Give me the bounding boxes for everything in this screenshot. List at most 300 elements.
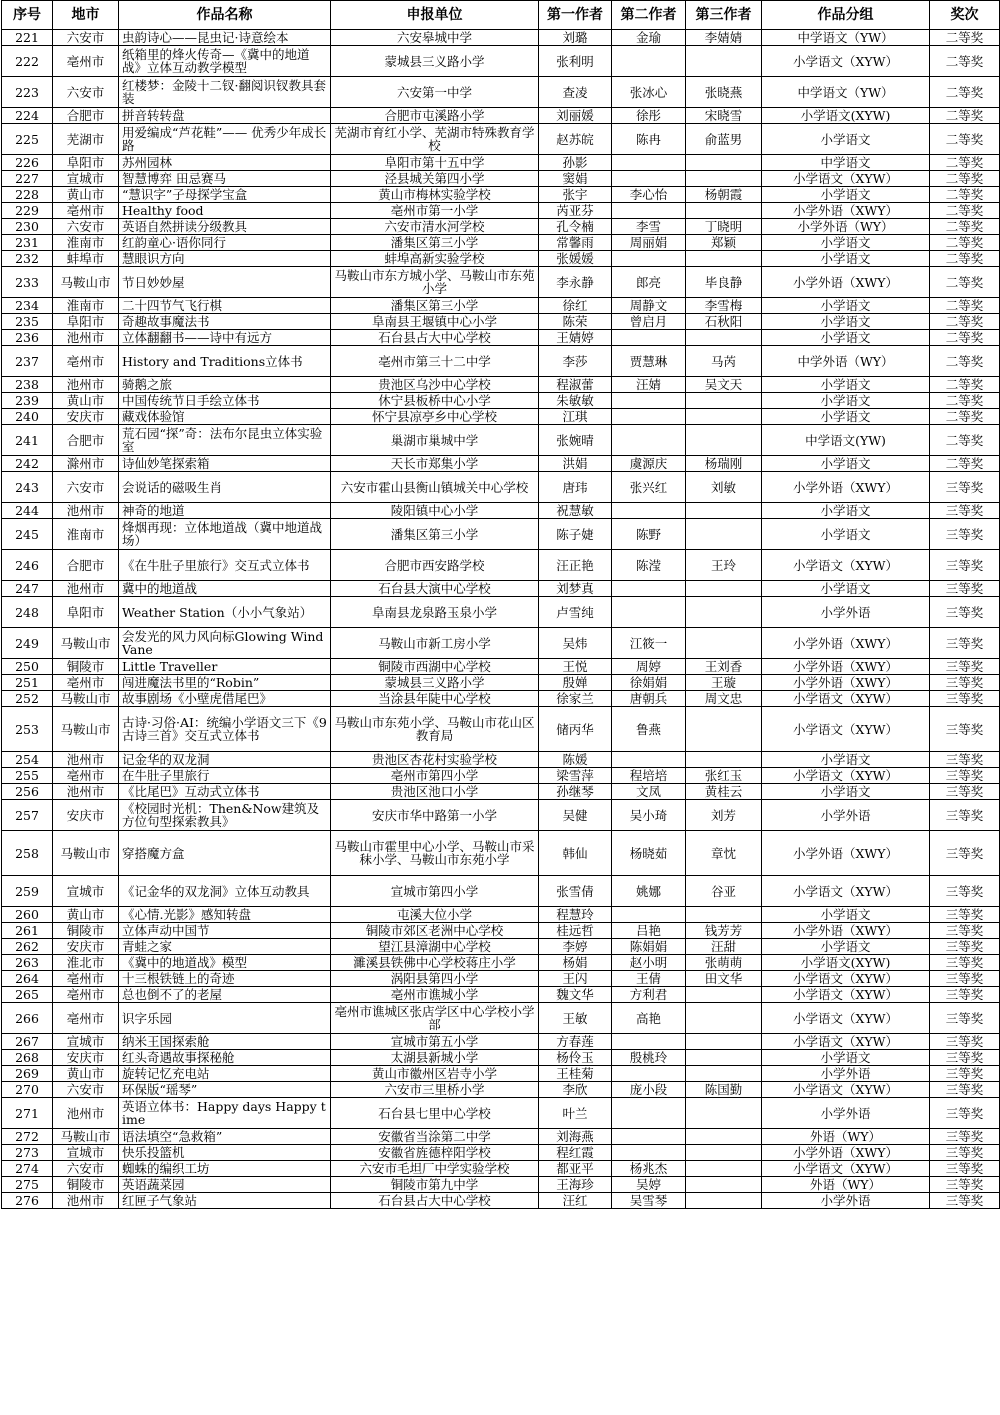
cell-unit: 马鞍山市新工房小学: [331, 628, 539, 659]
cell-work: Healthy food: [119, 203, 331, 219]
cell-author2: 吴雪琴: [612, 1193, 686, 1209]
cell-award: 三等奖: [930, 784, 1000, 800]
cell-group: 中学语文（YW）: [762, 30, 930, 46]
table-row: [2, 550, 1000, 581]
cell-award: 二等奖: [930, 425, 1000, 456]
cell-author1: 程淑蕾: [539, 377, 612, 393]
cell-author3: 陈国勤: [686, 1082, 762, 1098]
cell-unit: 马鞍山市霍里中心小学、马鞍山市采秣小学、马鞍山市东苑小学: [331, 831, 539, 876]
cell-author3: [686, 425, 762, 456]
cell-author1: 李永静: [539, 267, 612, 298]
cell-author1: 孙继琴: [539, 784, 612, 800]
cell-author2: 陈娟娟: [612, 939, 686, 955]
cell-group: 小学外语（XWY）: [762, 1145, 930, 1161]
cell-unit: 铜陵市西湖中心学校: [331, 659, 539, 675]
cell-author1: 吴炜: [539, 628, 612, 659]
cell-unit: 太湖县新城小学: [331, 1050, 539, 1066]
cell-no: 274: [2, 1161, 53, 1177]
table-row: [2, 219, 1000, 235]
cell-work: 蜘蛛的编织工坊: [119, 1161, 331, 1177]
cell-author1: 程慧玲: [539, 907, 612, 923]
cell-author2: [612, 171, 686, 187]
cell-unit: 石台县七里中心学校: [331, 1098, 539, 1129]
cell-award: 三等奖: [930, 581, 1000, 597]
cell-author1: 殷婵: [539, 675, 612, 691]
cell-no: 254: [2, 752, 53, 768]
cell-author2: [612, 1129, 686, 1145]
cell-city: 池州市: [53, 503, 119, 519]
cell-unit: 阜南县王堰镇中心小学: [331, 314, 539, 330]
table-row: [2, 1003, 1000, 1034]
table-row: [2, 876, 1000, 907]
cell-unit: 贵池区杏花村实验学校: [331, 752, 539, 768]
cell-work: 拼音转转盘: [119, 108, 331, 124]
cell-unit: 芜湖市育红小学、芜湖市特殊教育学校: [331, 124, 539, 155]
cell-author3: 刘敏: [686, 472, 762, 503]
cell-award: 二等奖: [930, 171, 1000, 187]
cell-author3: 黄桂云: [686, 784, 762, 800]
cell-author3: [686, 1034, 762, 1050]
table-row: [2, 425, 1000, 456]
cell-group: 小学外语: [762, 597, 930, 628]
cell-city: 淮南市: [53, 298, 119, 314]
cell-author1: 王海珍: [539, 1177, 612, 1193]
cell-author2: 吴小琦: [612, 800, 686, 831]
cell-author3: [686, 1161, 762, 1177]
cell-author2: [612, 907, 686, 923]
cell-group: 小学语文: [762, 939, 930, 955]
cell-group: 小学外语（XWY）: [762, 203, 930, 219]
table-row: [2, 472, 1000, 503]
cell-city: 合肥市: [53, 108, 119, 124]
cell-no: 272: [2, 1129, 53, 1145]
cell-author1: 桂远哲: [539, 923, 612, 939]
cell-city: 宣城市: [53, 171, 119, 187]
col-header-group: 作品分组: [762, 1, 930, 30]
cell-author3: [686, 330, 762, 346]
cell-work: 英语立体书：Happy days Happy time: [119, 1098, 331, 1129]
cell-author1: 张雪倩: [539, 876, 612, 907]
cell-award: 三等奖: [930, 971, 1000, 987]
cell-no: 257: [2, 800, 53, 831]
cell-unit: 六安市三里桥小学: [331, 1082, 539, 1098]
cell-work: 骑鹅之旅: [119, 377, 331, 393]
cell-author2: 王倩: [612, 971, 686, 987]
cell-author2: [612, 1098, 686, 1129]
cell-unit: 亳州市谯城小学: [331, 987, 539, 1003]
cell-author2: [612, 409, 686, 425]
cell-unit: 屯溪大位小学: [331, 907, 539, 923]
table-row: [2, 30, 1000, 46]
col-header-no: 序号: [2, 1, 53, 30]
cell-unit: 亳州市第三十二中学: [331, 346, 539, 377]
cell-city: 淮南市: [53, 519, 119, 550]
cell-group: 小学外语: [762, 1066, 930, 1082]
cell-work: 红韵童心·语你同行: [119, 235, 331, 251]
cell-work: 二十四节气飞行棋: [119, 298, 331, 314]
cell-city: 池州市: [53, 377, 119, 393]
cell-no: 241: [2, 425, 53, 456]
cell-unit: 泾县城关第四小学: [331, 171, 539, 187]
cell-author1: 李欣: [539, 1082, 612, 1098]
cell-no: 246: [2, 550, 53, 581]
table-row: [2, 1193, 1000, 1209]
cell-award: 二等奖: [930, 314, 1000, 330]
cell-work: 中国传统节日手绘立体书: [119, 393, 331, 409]
cell-author1: 叶兰: [539, 1098, 612, 1129]
cell-award: 二等奖: [930, 456, 1000, 472]
cell-group: 小学语文(XYW): [762, 955, 930, 971]
cell-unit: 铜陵市郊区老洲中心学校: [331, 923, 539, 939]
cell-author1: 徐家兰: [539, 691, 612, 707]
cell-author3: [686, 203, 762, 219]
cell-no: 271: [2, 1098, 53, 1129]
cell-city: 宣城市: [53, 876, 119, 907]
cell-work: 纸箱里的烽火传奇—《冀中的地道战》立体互动教学模型: [119, 46, 331, 77]
cell-group: 小学语文: [762, 330, 930, 346]
cell-award: 二等奖: [930, 219, 1000, 235]
cell-group: 小学语文: [762, 251, 930, 267]
cell-group: 小学语文（XYW）: [762, 550, 930, 581]
cell-group: 小学语文（XYW）: [762, 691, 930, 707]
cell-no: 236: [2, 330, 53, 346]
cell-work: “慧识字”子母探学宝盒: [119, 187, 331, 203]
cell-award: 三等奖: [930, 800, 1000, 831]
cell-group: 小学语文（XYW）: [762, 1003, 930, 1034]
cell-author2: 吴婷: [612, 1177, 686, 1193]
cell-work: 纳米王国探索舱: [119, 1034, 331, 1050]
cell-author2: 方利君: [612, 987, 686, 1003]
cell-award: 三等奖: [930, 550, 1000, 581]
cell-city: 亳州市: [53, 987, 119, 1003]
table-row: [2, 1177, 1000, 1193]
cell-work: 语法填空“急救箱”: [119, 1129, 331, 1145]
cell-city: 池州市: [53, 581, 119, 597]
cell-author2: 陈野: [612, 519, 686, 550]
cell-award: 三等奖: [930, 923, 1000, 939]
table-row: [2, 907, 1000, 923]
cell-award: 三等奖: [930, 987, 1000, 1003]
cell-unit: 六安市毛坦厂中学实验学校: [331, 1161, 539, 1177]
cell-award: 三等奖: [930, 752, 1000, 768]
cell-no: 262: [2, 939, 53, 955]
cell-group: 小学语文: [762, 456, 930, 472]
cell-group: 外语（WY）: [762, 1129, 930, 1145]
cell-work: 智慧博弈 田忌赛马: [119, 171, 331, 187]
cell-award: 二等奖: [930, 108, 1000, 124]
cell-author3: 谷亚: [686, 876, 762, 907]
cell-work: 藏戏体验馆: [119, 409, 331, 425]
cell-work: 《冀中的地道战》模型: [119, 955, 331, 971]
cell-work: Weather Station（小小气象站）: [119, 597, 331, 628]
cell-city: 宣城市: [53, 1034, 119, 1050]
cell-author3: [686, 987, 762, 1003]
col-header-author1: 第一作者: [539, 1, 612, 30]
cell-group: 中学语文: [762, 155, 930, 171]
cell-author1: 赵苏皖: [539, 124, 612, 155]
cell-city: 黄山市: [53, 393, 119, 409]
cell-author3: [686, 1129, 762, 1145]
cell-author3: 王璇: [686, 675, 762, 691]
cell-author1: 卢雪纯: [539, 597, 612, 628]
cell-unit: 怀宁县凉亭乡中心学校: [331, 409, 539, 425]
cell-author2: 姚娜: [612, 876, 686, 907]
cell-author3: 张晓燕: [686, 77, 762, 108]
cell-award: 三等奖: [930, 675, 1000, 691]
cell-award: 三等奖: [930, 1082, 1000, 1098]
cell-no: 227: [2, 171, 53, 187]
cell-no: 223: [2, 77, 53, 108]
cell-unit: 涡阳县第四小学: [331, 971, 539, 987]
cell-author2: 高艳: [612, 1003, 686, 1034]
table-row: [2, 171, 1000, 187]
cell-author3: 王刘香: [686, 659, 762, 675]
cell-author3: [686, 1145, 762, 1161]
cell-author3: 钱芳芳: [686, 923, 762, 939]
cell-city: 亳州市: [53, 346, 119, 377]
cell-award: 三等奖: [930, 1050, 1000, 1066]
col-header-unit: 申报单位: [331, 1, 539, 30]
cell-group: 小学语文（XYW）: [762, 876, 930, 907]
cell-group: 小学语文: [762, 581, 930, 597]
cell-unit: 阜阳市第十五中学: [331, 155, 539, 171]
cell-city: 芜湖市: [53, 124, 119, 155]
cell-author3: [686, 628, 762, 659]
cell-award: 二等奖: [930, 409, 1000, 425]
cell-award: 三等奖: [930, 691, 1000, 707]
table-row: [2, 628, 1000, 659]
cell-author3: 俞蓝男: [686, 124, 762, 155]
cell-unit: 黄山市徽州区岩寺小学: [331, 1066, 539, 1082]
cell-unit: 铜陵市第九中学: [331, 1177, 539, 1193]
cell-unit: 安庆市华中路第一小学: [331, 800, 539, 831]
cell-group: 小学语文: [762, 503, 930, 519]
cell-award: 二等奖: [930, 77, 1000, 108]
cell-work: 青蛙之家: [119, 939, 331, 955]
table-row: [2, 1066, 1000, 1082]
cell-no: 232: [2, 251, 53, 267]
cell-author3: 李雪梅: [686, 298, 762, 314]
cell-work: 闯进魔法书里的“Robin”: [119, 675, 331, 691]
cell-author2: 周静文: [612, 298, 686, 314]
cell-author1: 唐玮: [539, 472, 612, 503]
cell-group: 小学语文（XYW）: [762, 971, 930, 987]
cell-group: 小学外语（XWY）: [762, 659, 930, 675]
cell-author3: [686, 171, 762, 187]
cell-author3: 石秋阳: [686, 314, 762, 330]
cell-award: 三等奖: [930, 1003, 1000, 1034]
cell-city: 马鞍山市: [53, 831, 119, 876]
cell-work: 古诗·习俗·AI：统编小学语文三下《9古诗三首》交互式立体书: [119, 707, 331, 752]
cell-work: 虫韵诗心——昆虫记·诗意绘本: [119, 30, 331, 46]
cell-unit: 潘集区第三小学: [331, 235, 539, 251]
cell-author3: 杨瑞刚: [686, 456, 762, 472]
cell-work: 慧眼识方向: [119, 251, 331, 267]
cell-author3: 毕良静: [686, 267, 762, 298]
cell-author2: 曾启月: [612, 314, 686, 330]
cell-award: 三等奖: [930, 1129, 1000, 1145]
cell-no: 275: [2, 1177, 53, 1193]
table-row: [2, 1161, 1000, 1177]
cell-author3: [686, 707, 762, 752]
cell-city: 池州市: [53, 752, 119, 768]
cell-city: 马鞍山市: [53, 691, 119, 707]
table-row: [2, 409, 1000, 425]
cell-city: 合肥市: [53, 425, 119, 456]
cell-author3: 刘芳: [686, 800, 762, 831]
cell-author1: 洪娟: [539, 456, 612, 472]
cell-no: 256: [2, 784, 53, 800]
cell-group: 小学语文: [762, 784, 930, 800]
cell-author2: 殷桃玲: [612, 1050, 686, 1066]
cell-unit: 陵阳镇中心小学: [331, 503, 539, 519]
cell-city: 六安市: [53, 77, 119, 108]
cell-author3: [686, 519, 762, 550]
cell-unit: 宣城市第四小学: [331, 876, 539, 907]
col-header-work: 作品名称: [119, 1, 331, 30]
cell-unit: 潘集区第三小学: [331, 298, 539, 314]
cell-author2: 陈冉: [612, 124, 686, 155]
cell-author2: 吕艳: [612, 923, 686, 939]
cell-author2: [612, 251, 686, 267]
cell-author2: [612, 503, 686, 519]
cell-work: 在牛肚子里旅行: [119, 768, 331, 784]
cell-unit: 亳州市第四小学: [331, 768, 539, 784]
cell-author2: [612, 581, 686, 597]
table-row: [2, 659, 1000, 675]
table-row: [2, 314, 1000, 330]
cell-author3: [686, 251, 762, 267]
cell-work: 节日妙妙屋: [119, 267, 331, 298]
cell-group: 小学外语（XWY）: [762, 472, 930, 503]
table-row: [2, 77, 1000, 108]
cell-author2: 鲁燕: [612, 707, 686, 752]
table-row: [2, 1145, 1000, 1161]
table-body: [2, 30, 1000, 1209]
cell-award: 二等奖: [930, 30, 1000, 46]
cell-no: 239: [2, 393, 53, 409]
cell-author1: 方春莲: [539, 1034, 612, 1050]
cell-author1: 梁雪萍: [539, 768, 612, 784]
cell-author2: 徐彤: [612, 108, 686, 124]
cell-city: 阜阳市: [53, 155, 119, 171]
cell-unit: 天长市郑集小学: [331, 456, 539, 472]
table-row: [2, 831, 1000, 876]
cell-author2: 徐娟娟: [612, 675, 686, 691]
table-row: [2, 1082, 1000, 1098]
cell-work: 快乐投篮机: [119, 1145, 331, 1161]
cell-city: 铜陵市: [53, 659, 119, 675]
cell-work: 环保版“瑶琴”: [119, 1082, 331, 1098]
cell-city: 黄山市: [53, 1066, 119, 1082]
col-header-city: 地市: [53, 1, 119, 30]
cell-group: 小学语文: [762, 314, 930, 330]
cell-author1: 杨伶玉: [539, 1050, 612, 1066]
cell-city: 安庆市: [53, 939, 119, 955]
cell-author2: 唐朝兵: [612, 691, 686, 707]
cell-author1: 刘丽媛: [539, 108, 612, 124]
cell-work: 《比尾巴》互动式立体书: [119, 784, 331, 800]
awards-table: [1, 0, 1000, 1209]
cell-group: 中学外语（WY）: [762, 346, 930, 377]
cell-author3: 丁晓明: [686, 219, 762, 235]
cell-author3: 周文忠: [686, 691, 762, 707]
cell-unit: 贵池区池口小学: [331, 784, 539, 800]
cell-unit: 石台县大演中心学校: [331, 581, 539, 597]
cell-author3: [686, 752, 762, 768]
cell-no: 225: [2, 124, 53, 155]
cell-unit: 濉溪县铁佛中心学校蒋庄小学: [331, 955, 539, 971]
cell-city: 池州市: [53, 784, 119, 800]
cell-award: 三等奖: [930, 707, 1000, 752]
cell-group: 小学语文（XYW）: [762, 171, 930, 187]
cell-group: 小学语文: [762, 235, 930, 251]
cell-group: 小学语文: [762, 377, 930, 393]
cell-author1: 常馨雨: [539, 235, 612, 251]
cell-city: 滁州市: [53, 456, 119, 472]
table-row: [2, 987, 1000, 1003]
table-row: [2, 124, 1000, 155]
cell-group: 小学外语: [762, 1193, 930, 1209]
table-row: [2, 267, 1000, 298]
table-row: [2, 346, 1000, 377]
cell-unit: 巢湖市巢城中学: [331, 425, 539, 456]
cell-author2: 杨晓茹: [612, 831, 686, 876]
cell-author1: 王婧婷: [539, 330, 612, 346]
cell-author1: 刘海燕: [539, 1129, 612, 1145]
cell-work: 会说话的磁吸生肖: [119, 472, 331, 503]
cell-author2: [612, 203, 686, 219]
cell-city: 黄山市: [53, 907, 119, 923]
cell-award: 三等奖: [930, 1161, 1000, 1177]
cell-group: 小学语文: [762, 124, 930, 155]
cell-author1: 祝慧敏: [539, 503, 612, 519]
cell-award: 三等奖: [930, 659, 1000, 675]
table-row: [2, 675, 1000, 691]
table-row: [2, 768, 1000, 784]
cell-work: 《在牛肚子里旅行》交互式立体书: [119, 550, 331, 581]
cell-group: 小学语文(XYW): [762, 108, 930, 124]
cell-unit: 贵池区乌沙中心学校: [331, 377, 539, 393]
cell-no: 266: [2, 1003, 53, 1034]
cell-work: 《记金华的双龙洞》立体互动教具: [119, 876, 331, 907]
cell-no: 224: [2, 108, 53, 124]
cell-no: 253: [2, 707, 53, 752]
cell-group: 小学语文（XYW）: [762, 707, 930, 752]
cell-author2: [612, 155, 686, 171]
cell-author1: 江琪: [539, 409, 612, 425]
cell-author2: 郎亮: [612, 267, 686, 298]
cell-author2: 李雪: [612, 219, 686, 235]
cell-work: 英语蔬菜园: [119, 1177, 331, 1193]
cell-unit: 亳州市谯城区张店学区中心学校小学部: [331, 1003, 539, 1034]
table-row: [2, 46, 1000, 77]
cell-no: 242: [2, 456, 53, 472]
cell-award: 三等奖: [930, 907, 1000, 923]
cell-unit: 合肥市西安路学校: [331, 550, 539, 581]
cell-author3: 汪甜: [686, 939, 762, 955]
cell-group: 小学外语: [762, 1098, 930, 1129]
cell-no: 245: [2, 519, 53, 550]
cell-author3: 张萌萌: [686, 955, 762, 971]
cell-group: 小学语文（XYW）: [762, 1161, 930, 1177]
cell-no: 229: [2, 203, 53, 219]
table-row: [2, 939, 1000, 955]
cell-group: 小学语文: [762, 298, 930, 314]
cell-author3: 李婧婧: [686, 30, 762, 46]
cell-no: 261: [2, 923, 53, 939]
cell-work: History and Traditions立体书: [119, 346, 331, 377]
